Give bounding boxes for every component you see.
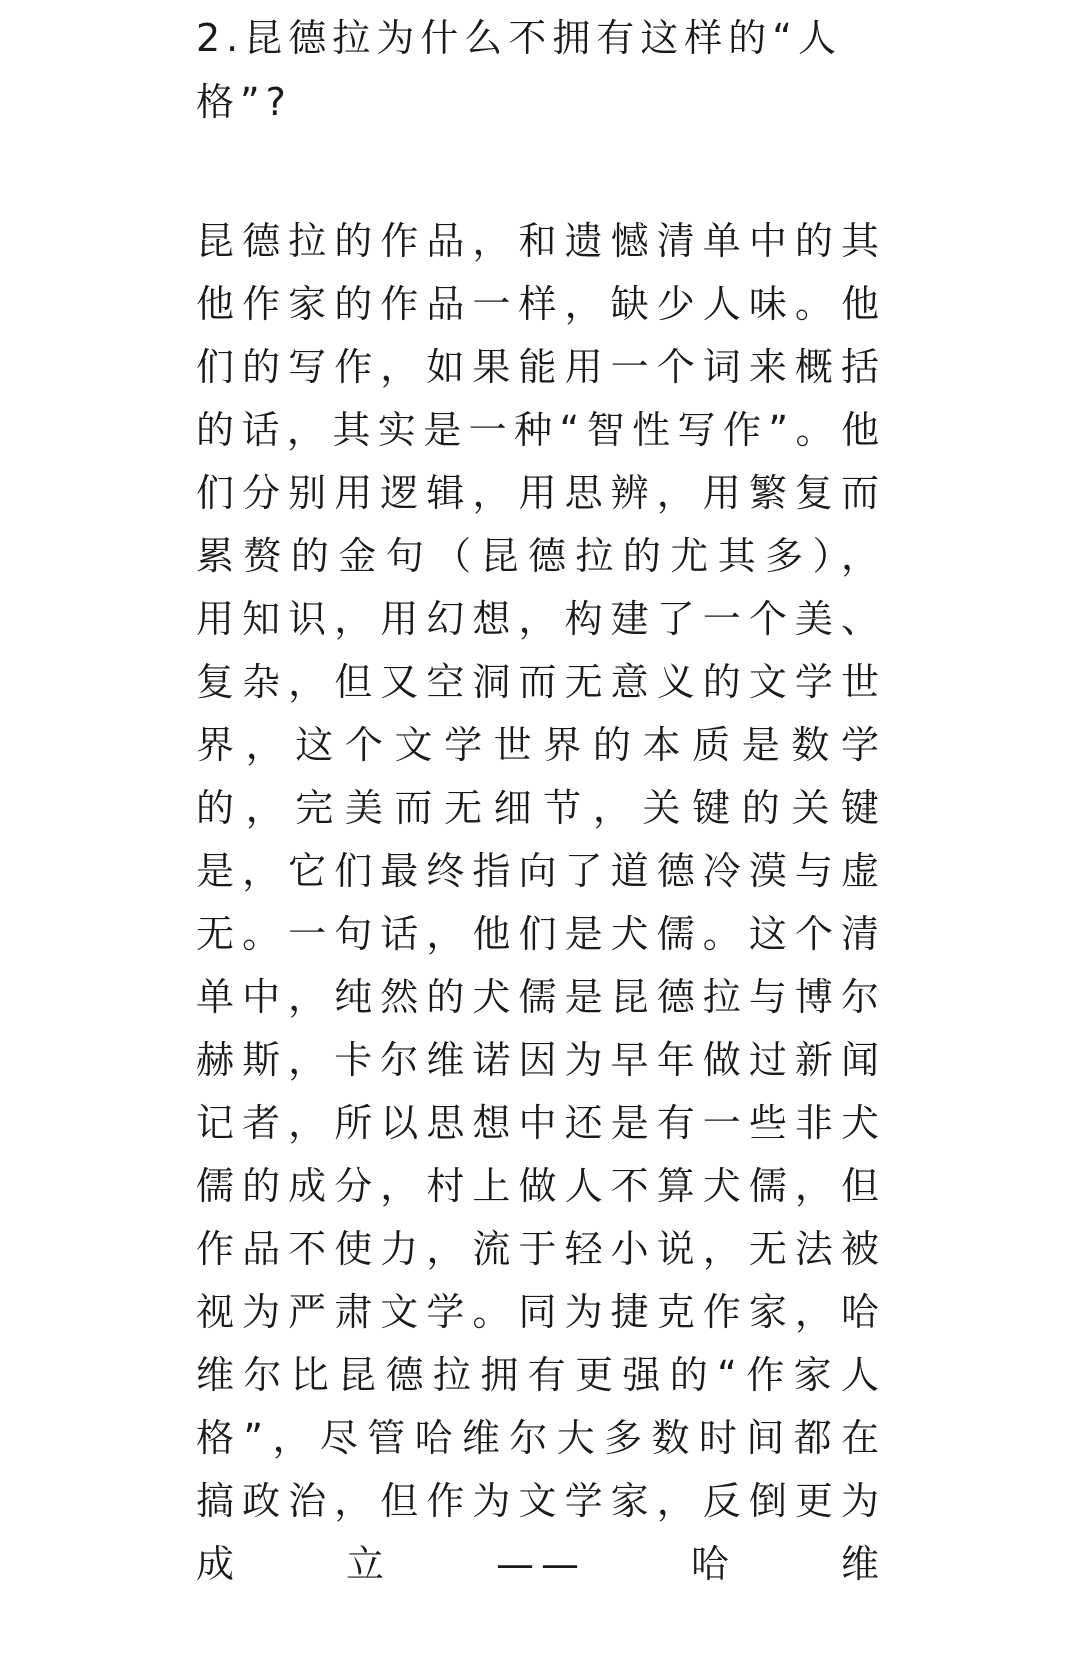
article-paragraph: 昆德拉的作品，和遗憾清单中的其他作家的作品一样，缺少人味。他们的写作，如果能用一个词来概括的话，其实是一种“智性写作”。他们分别用逻辑，用思辨，用繁复而累赘的金句（昆德拉的尤其多），用知识，用幻想，构建了一个美、复杂，但又空洞而无意义的文学世界，这个文学世界的本质是数学的，完美而无细节，关键的关键是，它们最终指向了道德冷漠与虚无。一句话，他们是犬儒。这个清单中，纯然的犬儒是昆德拉与博尔赫斯，卡尔维诺因为早年做过新闻记者，所以思想中还是有一些非犬儒的成分，村上做人不算犬儒，但作品不使力，流于轻小说，无法被视为严肃文学。同为捷克作家，哈维尔比昆德拉拥有更强的“作家人格”，尽管哈维尔大多数时间都在搞政治，但作为文学家，反倒更为成立——哈维	[196, 219, 886, 1586]
article-body	[196, 0, 886, 1596]
section-heading: 2.昆德拉为什么不拥有这样的“人格”?	[196, 16, 842, 124]
